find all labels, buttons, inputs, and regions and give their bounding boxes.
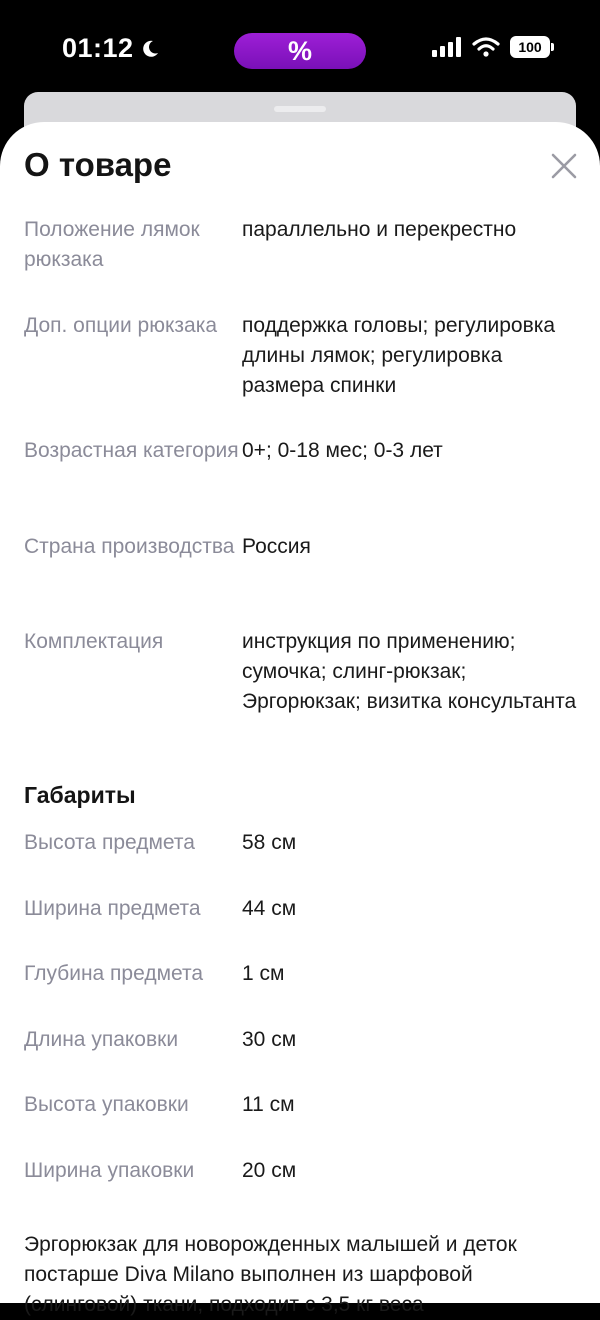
spec-label: Возрастная категория bbox=[24, 439, 239, 462]
status-bar bbox=[0, 0, 600, 92]
wifi-icon bbox=[472, 37, 500, 57]
dimensions-list bbox=[24, 828, 584, 1222]
dimension-value: 58 см bbox=[242, 831, 297, 854]
drag-handle[interactable] bbox=[274, 106, 326, 112]
spec-value: параллельно и перекрестно bbox=[242, 218, 517, 241]
spec-value: Россия bbox=[242, 535, 311, 558]
dimension-row bbox=[24, 1090, 584, 1156]
spec-label: Комплектация bbox=[24, 630, 164, 653]
dimension-label: Высота предмета bbox=[24, 831, 195, 854]
close-icon[interactable] bbox=[548, 150, 580, 182]
battery-icon bbox=[510, 36, 550, 58]
dimension-value: 1 см bbox=[242, 962, 285, 986]
dimension-row bbox=[24, 959, 584, 1025]
spec-label: Положение лямок рюкзака bbox=[24, 218, 200, 271]
spec-label: Доп. опции рюкзака bbox=[24, 314, 218, 337]
spec-label: Страна производства bbox=[24, 535, 235, 558]
dimension-row bbox=[24, 894, 584, 960]
dimension-label: Ширина предмета bbox=[24, 896, 201, 920]
dimension-row bbox=[24, 1156, 584, 1222]
spec-row bbox=[24, 215, 584, 311]
dimension-label: Длина упаковки bbox=[24, 1027, 179, 1051]
spec-value: поддержка головы; регулировка длины лямок; регулировка размера спинки bbox=[242, 314, 556, 397]
dimension-label: Глубина предмета bbox=[24, 962, 204, 986]
dimension-row bbox=[24, 1025, 584, 1091]
dimension-row bbox=[24, 828, 584, 894]
dimensions-title: Габариты bbox=[24, 782, 136, 808]
moon-icon bbox=[140, 39, 160, 59]
dimension-label: Высота упаковки bbox=[24, 1093, 189, 1117]
spec-row bbox=[24, 627, 584, 757]
signal-icon bbox=[432, 37, 462, 57]
percent-icon: % bbox=[287, 35, 312, 66]
spec-value: инструкция по применению; сумочка; слинг-рюкзак; Эргорюкзак; визитка консультанта bbox=[242, 630, 577, 713]
status-indicators bbox=[432, 36, 550, 58]
product-info-sheet bbox=[0, 122, 600, 1316]
dimension-value: 30 см bbox=[242, 1027, 297, 1051]
sheet-title: О товаре bbox=[24, 146, 172, 183]
promo-pill[interactable] bbox=[234, 33, 366, 69]
battery-level: 100 bbox=[518, 39, 542, 55]
spec-value: 0+; 0-18 мес; 0-3 лет bbox=[242, 439, 443, 462]
spec-row bbox=[24, 311, 584, 436]
dimension-value: 11 см bbox=[242, 1093, 295, 1117]
dimension-value: 44 см bbox=[242, 896, 297, 920]
dimension-value: 20 см bbox=[242, 1158, 297, 1182]
clock-time: 01:12 bbox=[62, 33, 134, 63]
dimension-label: Ширина упаковки bbox=[24, 1158, 195, 1182]
specs-list bbox=[24, 215, 584, 757]
spec-row bbox=[24, 532, 584, 627]
spec-row bbox=[24, 436, 584, 532]
clock bbox=[62, 33, 160, 64]
product-description: Эргорюкзак для новорожденных малышей и деток постарше Diva Milano выполнен из шарфовой (слинговой) ткани, подходит с 3,5 кг веса bbox=[24, 1233, 517, 1316]
